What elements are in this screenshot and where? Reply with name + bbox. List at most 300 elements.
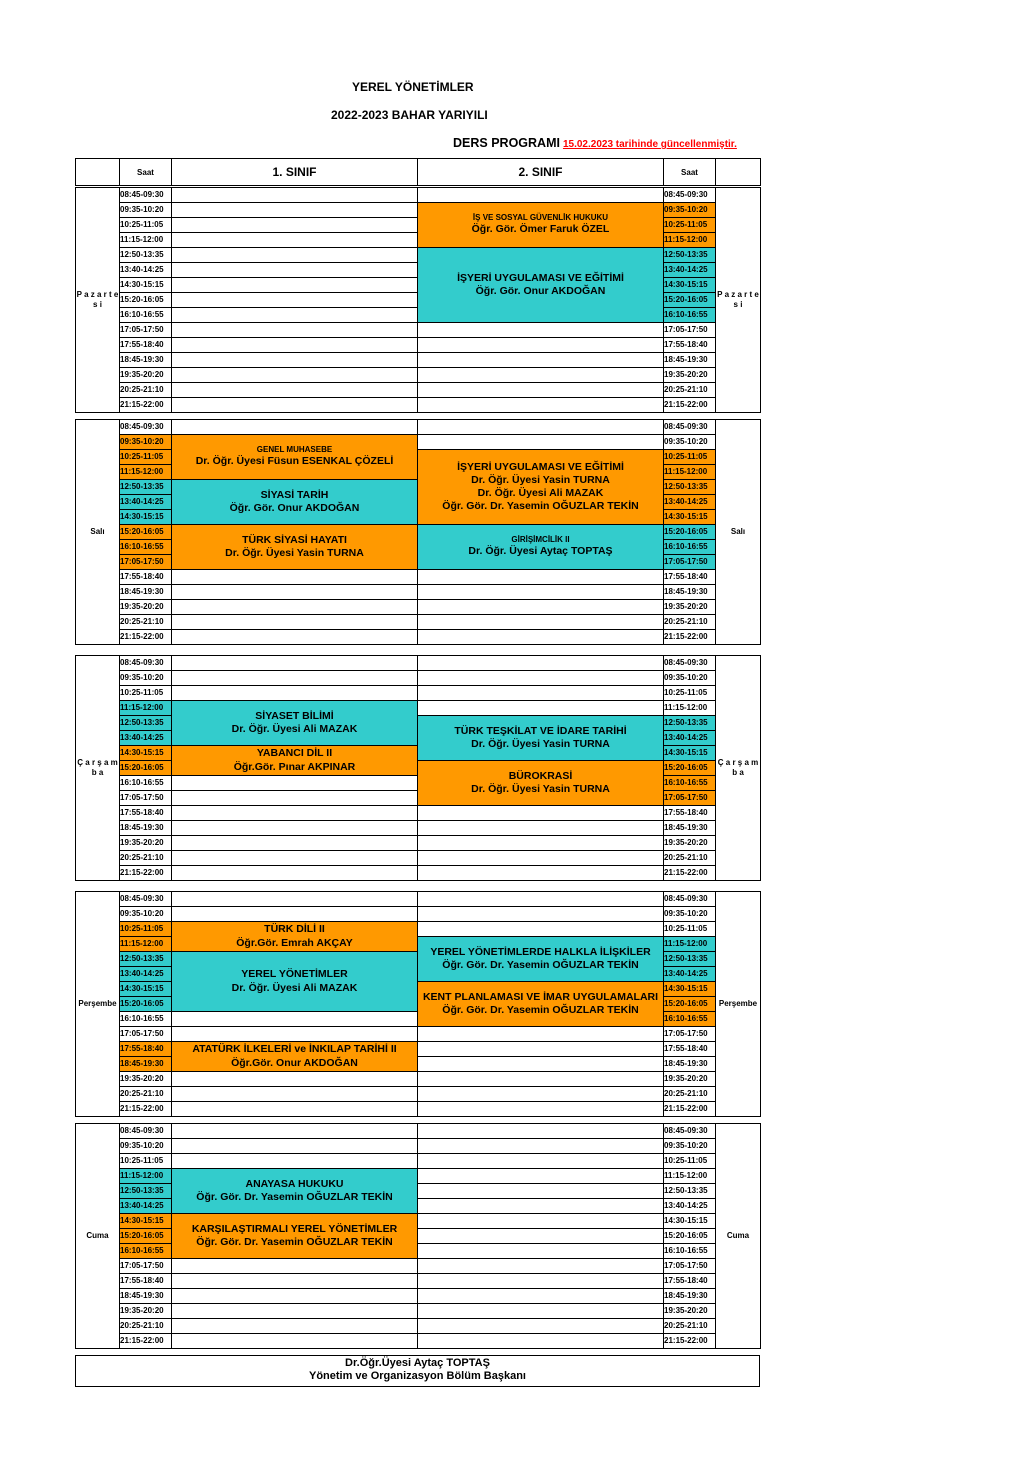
time-slot: 13:40-14:25 [120, 967, 172, 982]
empty-cell [418, 398, 664, 413]
table-row [76, 420, 761, 435]
time-slot: 18:45-19:30 [120, 821, 172, 836]
empty-cell [172, 1012, 418, 1027]
table-row [76, 671, 761, 686]
time-slot: 08:45-09:30 [120, 1124, 172, 1139]
empty-cell [418, 353, 664, 368]
day-label-left: Perşembe [76, 892, 120, 1117]
header-class-2: 2. SINIF [418, 159, 664, 186]
time-slot: 15:20-16:05 [664, 761, 716, 776]
time-slot: 17:05-17:50 [120, 791, 172, 806]
time-slot: 16:10-16:55 [120, 1012, 172, 1027]
course-block[interactable] [172, 1214, 418, 1259]
time-slot: 08:45-09:30 [120, 892, 172, 907]
empty-cell [418, 1199, 664, 1214]
table-row [76, 1289, 761, 1304]
time-slot: 21:15-22:00 [664, 630, 716, 645]
empty-cell [172, 1027, 418, 1042]
table-row [76, 1072, 761, 1087]
program-title [453, 136, 737, 150]
course-block[interactable] [418, 525, 664, 570]
time-slot: 15:20-16:05 [120, 1229, 172, 1244]
table-row [76, 398, 761, 413]
signature-block [75, 1355, 760, 1387]
course-instructor: Dr. Öğr. Üyesi Füsun ESENKAL ÇÖZELİ [195, 455, 394, 468]
time-slot: 15:20-16:05 [120, 525, 172, 540]
time-slot: 11:15-12:00 [120, 1169, 172, 1184]
course-block[interactable] [172, 746, 418, 776]
time-slot: 15:20-16:05 [664, 293, 716, 308]
empty-cell [172, 248, 418, 263]
table-row [76, 1274, 761, 1289]
day-label-right: Salı [716, 420, 761, 645]
time-slot: 18:45-19:30 [120, 585, 172, 600]
time-slot: 16:10-16:55 [120, 1244, 172, 1259]
time-slot: 12:50-13:35 [120, 716, 172, 731]
time-slot: 12:50-13:35 [664, 480, 716, 495]
course-block[interactable] [418, 761, 664, 806]
time-slot: 16:10-16:55 [664, 540, 716, 555]
empty-cell [418, 922, 664, 937]
empty-cell [172, 686, 418, 701]
time-slot: 19:35-20:20 [664, 600, 716, 615]
time-slot: 18:45-19:30 [664, 1289, 716, 1304]
course-title: GENEL MUHASEBE [256, 445, 333, 455]
course-block[interactable] [418, 716, 664, 761]
empty-cell [418, 686, 664, 701]
course-title: YABANCI DİL II [256, 747, 333, 760]
empty-cell [172, 585, 418, 600]
time-slot: 08:45-09:30 [120, 420, 172, 435]
time-slot: 12:50-13:35 [120, 480, 172, 495]
time-slot: 20:25-21:10 [120, 383, 172, 398]
course-title: ATATÜRK İLKELERİ ve İNKILAP TARİHİ II [192, 1043, 397, 1056]
empty-cell [172, 1102, 418, 1117]
table-row [76, 1139, 761, 1154]
course-instructor: Dr. Öğr. Üyesi Yasin TURNA [225, 547, 364, 559]
empty-cell [172, 821, 418, 836]
time-slot: 11:15-12:00 [120, 465, 172, 480]
empty-cell [418, 851, 664, 866]
time-slot: 15:20-16:05 [120, 293, 172, 308]
empty-cell [172, 776, 418, 791]
table-row [76, 585, 761, 600]
time-slot: 11:15-12:00 [664, 937, 716, 952]
time-slot: 21:15-22:00 [120, 398, 172, 413]
course-instructor: Öğr.Gör. Pınar AKPINAR [233, 760, 356, 773]
course-instructor: Öğr. Gör. Dr. Yasemin OĞUZLAR TEKİN [442, 1004, 639, 1016]
header-day-left [76, 159, 120, 186]
time-slot: 19:35-20:20 [120, 368, 172, 383]
time-slot: 13:40-14:25 [120, 1199, 172, 1214]
time-slot: 11:15-12:00 [664, 465, 716, 480]
header-class-1: 1. SINIF [172, 159, 418, 186]
time-slot: 14:30-15:15 [120, 982, 172, 997]
empty-cell [172, 630, 418, 645]
course-instructor: Dr. Öğr. Üyesi Ali MAZAK [231, 981, 358, 994]
empty-cell [418, 1229, 664, 1244]
table-row [76, 701, 761, 716]
course-title: BÜROKRASİ [508, 769, 573, 782]
empty-cell [172, 398, 418, 413]
empty-cell [172, 420, 418, 435]
time-slot: 17:05-17:50 [120, 1259, 172, 1274]
course-title: KARŞILAŞTIRMALI YEREL YÖNETİMLER [191, 1222, 398, 1235]
course-title: İŞ VE SOSYAL GÜVENLİK HUKUKU [472, 213, 609, 223]
table-row [76, 615, 761, 630]
time-slot: 18:45-19:30 [664, 585, 716, 600]
time-slot: 10:25-11:05 [120, 922, 172, 937]
course-title: GİRİŞİMCİLİK II [511, 535, 570, 545]
day-label-left: Salı [76, 420, 120, 645]
day-label-left: Ç a r ş a m b a [76, 656, 120, 881]
time-slot: 15:20-16:05 [120, 997, 172, 1012]
time-slot: 09:35-10:20 [120, 203, 172, 218]
empty-cell [418, 1042, 664, 1057]
time-slot: 17:55-18:40 [664, 1274, 716, 1289]
course-title: SİYASET BİLİMİ [255, 709, 334, 722]
empty-cell [418, 1214, 664, 1229]
time-slot: 15:20-16:05 [664, 525, 716, 540]
course-block[interactable] [418, 203, 664, 248]
course-title: İŞYERİ UYGULAMASI VE EĞİTİMİ [457, 460, 624, 473]
empty-cell [172, 1259, 418, 1274]
time-slot: 18:45-19:30 [120, 1289, 172, 1304]
empty-cell [418, 1139, 664, 1154]
empty-cell [418, 1334, 664, 1349]
time-slot: 16:10-16:55 [664, 1012, 716, 1027]
time-slot: 16:10-16:55 [120, 308, 172, 323]
table-row [76, 368, 761, 383]
time-slot: 17:05-17:50 [664, 791, 716, 806]
course-instructor: Öğr.Gör. Onur AKDOĞAN [231, 1056, 358, 1069]
time-slot: 16:10-16:55 [664, 308, 716, 323]
empty-cell [418, 1304, 664, 1319]
table-row [76, 922, 761, 937]
time-slot: 19:35-20:20 [664, 836, 716, 851]
course-block[interactable] [418, 248, 664, 323]
time-slot: 13:40-14:25 [664, 263, 716, 278]
empty-cell [418, 383, 664, 398]
empty-cell [418, 1319, 664, 1334]
empty-cell [418, 1027, 664, 1042]
day-table-3 [75, 891, 761, 1117]
empty-cell [172, 866, 418, 881]
empty-cell [418, 420, 664, 435]
table-row [76, 851, 761, 866]
time-slot: 21:15-22:00 [664, 1102, 716, 1117]
table-row [76, 353, 761, 368]
course-title: İŞYERİ UYGULAMASI VE EĞİTİMİ [457, 271, 624, 284]
time-slot: 13:40-14:25 [664, 495, 716, 510]
time-slot: 12:50-13:35 [664, 248, 716, 263]
time-slot: 21:15-22:00 [120, 630, 172, 645]
course-instructor: Öğr. Gör. Ömer Faruk ÖZEL [471, 223, 610, 236]
course-block[interactable] [172, 1042, 418, 1072]
empty-cell [172, 600, 418, 615]
time-slot: 09:35-10:20 [664, 435, 716, 450]
empty-cell [418, 323, 664, 338]
time-slot: 08:45-09:30 [664, 420, 716, 435]
time-slot: 10:25-11:05 [120, 218, 172, 233]
day-table-0 [75, 187, 761, 413]
empty-cell [172, 1319, 418, 1334]
empty-cell [418, 1072, 664, 1087]
table-row [76, 323, 761, 338]
empty-cell [418, 892, 664, 907]
time-slot: 09:35-10:20 [664, 203, 716, 218]
time-slot: 14:30-15:15 [664, 1214, 716, 1229]
empty-cell [172, 1087, 418, 1102]
time-slot: 20:25-21:10 [664, 1319, 716, 1334]
empty-cell [418, 435, 664, 450]
empty-cell [418, 1244, 664, 1259]
time-slot: 19:35-20:20 [664, 1304, 716, 1319]
course-instructor: Öğr. Gör. Onur AKDOĞAN [475, 285, 606, 297]
time-slot: 17:55-18:40 [664, 570, 716, 585]
table-row [76, 248, 761, 263]
table-row [76, 383, 761, 398]
empty-cell [172, 368, 418, 383]
time-slot: 08:45-09:30 [664, 892, 716, 907]
time-slot: 10:25-11:05 [120, 1154, 172, 1169]
time-slot: 11:15-12:00 [120, 233, 172, 248]
empty-cell [418, 701, 664, 716]
course-instructor: Öğr. Gör. Dr. Yasemin OĞUZLAR TEKİN [442, 959, 639, 971]
time-slot: 10:25-11:05 [120, 450, 172, 465]
time-slot: 12:50-13:35 [120, 248, 172, 263]
empty-cell [172, 383, 418, 398]
time-slot: 20:25-21:10 [664, 851, 716, 866]
time-slot: 21:15-22:00 [120, 1334, 172, 1349]
time-slot: 12:50-13:35 [664, 952, 716, 967]
time-slot: 08:45-09:30 [664, 188, 716, 203]
empty-cell [172, 203, 418, 218]
time-slot: 11:15-12:00 [120, 701, 172, 716]
time-slot: 10:25-11:05 [664, 686, 716, 701]
time-slot: 14:30-15:15 [120, 278, 172, 293]
time-slot: 13:40-14:25 [664, 731, 716, 746]
empty-cell [172, 851, 418, 866]
table-row [76, 1259, 761, 1274]
time-slot: 14:30-15:15 [664, 278, 716, 293]
table-row [76, 1027, 761, 1042]
time-slot: 17:55-18:40 [120, 338, 172, 353]
course-instructor: Dr. Öğr. Üyesi Yasin TURNA [471, 783, 610, 795]
course-instructor: Öğr. Gör. Onur AKDOĞAN [229, 502, 360, 514]
time-slot: 17:55-18:40 [664, 1042, 716, 1057]
empty-cell [172, 836, 418, 851]
empty-cell [418, 836, 664, 851]
table-row [76, 630, 761, 645]
time-slot: 10:25-11:05 [664, 218, 716, 233]
time-slot: 18:45-19:30 [120, 1057, 172, 1072]
time-slot: 09:35-10:20 [120, 907, 172, 922]
empty-cell [418, 188, 664, 203]
table-row [76, 435, 761, 450]
time-slot: 13:40-14:25 [120, 731, 172, 746]
time-slot: 17:05-17:50 [120, 1027, 172, 1042]
table-row [76, 1304, 761, 1319]
time-slot: 17:55-18:40 [664, 806, 716, 821]
day-label-left: Cuma [76, 1124, 120, 1349]
table-row [76, 1087, 761, 1102]
empty-cell [418, 1259, 664, 1274]
table-row [76, 1334, 761, 1349]
time-slot: 12:50-13:35 [120, 1184, 172, 1199]
empty-cell [418, 585, 664, 600]
time-slot: 20:25-21:10 [120, 615, 172, 630]
table-row [76, 1102, 761, 1117]
empty-cell [418, 630, 664, 645]
course-title: TÜRK TEŞKİLAT VE İDARE TARİHİ [454, 724, 627, 737]
table-row [76, 188, 761, 203]
empty-cell [418, 656, 664, 671]
time-slot: 20:25-21:10 [120, 1319, 172, 1334]
time-slot: 21:15-22:00 [120, 1102, 172, 1117]
empty-cell [172, 1334, 418, 1349]
empty-cell [418, 1124, 664, 1139]
time-slot: 16:10-16:55 [120, 776, 172, 791]
time-slot: 09:35-10:20 [664, 907, 716, 922]
table-row [76, 892, 761, 907]
course-title: TÜRK DİLİ II [264, 923, 325, 936]
page-title: YEREL YÖNETİMLER [352, 80, 474, 94]
table-row [76, 1124, 761, 1139]
time-slot: 14:30-15:15 [664, 746, 716, 761]
time-slot: 11:15-12:00 [664, 1169, 716, 1184]
empty-cell [418, 600, 664, 615]
day-label-right: Cuma [716, 1124, 761, 1349]
time-slot: 20:25-21:10 [664, 615, 716, 630]
update-note: 15.02.2023 tarihinde güncellenmiştir. [562, 139, 737, 150]
time-slot: 17:55-18:40 [120, 806, 172, 821]
empty-cell [418, 570, 664, 585]
table-row [76, 338, 761, 353]
table-row [76, 203, 761, 218]
course-title: YEREL YÖNETİMLERDE HALKLA İLİŞKİLER [430, 945, 651, 958]
table-row [76, 1319, 761, 1334]
empty-cell [172, 338, 418, 353]
time-slot: 20:25-21:10 [120, 851, 172, 866]
time-slot: 13:40-14:25 [664, 967, 716, 982]
course-instructor: Dr. Öğr. Üyesi Aytaç TOPTAŞ [468, 545, 613, 558]
time-slot: 21:15-22:00 [664, 1334, 716, 1349]
empty-cell [418, 671, 664, 686]
day-table-1 [75, 419, 761, 645]
course-block[interactable] [172, 435, 418, 480]
time-slot: 16:10-16:55 [664, 1244, 716, 1259]
time-slot: 09:35-10:20 [120, 1139, 172, 1154]
empty-cell [172, 892, 418, 907]
empty-cell [172, 323, 418, 338]
empty-cell [172, 1274, 418, 1289]
course-block[interactable] [418, 937, 664, 982]
day-label-right: Ç a r ş a m b a [716, 656, 761, 881]
time-slot: 17:05-17:50 [664, 323, 716, 338]
time-slot: 13:40-14:25 [664, 1199, 716, 1214]
time-slot: 18:45-19:30 [664, 353, 716, 368]
empty-cell [172, 1304, 418, 1319]
time-slot: 10:25-11:05 [664, 1154, 716, 1169]
table-row [76, 686, 761, 701]
empty-cell [418, 1087, 664, 1102]
empty-cell [172, 1072, 418, 1087]
time-slot: 14:30-15:15 [664, 982, 716, 997]
course-block[interactable] [418, 982, 664, 1027]
time-slot: 08:45-09:30 [120, 656, 172, 671]
time-slot: 10:25-11:05 [664, 450, 716, 465]
empty-cell [172, 1139, 418, 1154]
empty-cell [172, 671, 418, 686]
time-slot: 09:35-10:20 [664, 671, 716, 686]
empty-cell [418, 907, 664, 922]
time-slot: 19:35-20:20 [120, 836, 172, 851]
time-slot: 17:55-18:40 [120, 1042, 172, 1057]
day-table-2 [75, 655, 761, 881]
time-slot: 12:50-13:35 [120, 952, 172, 967]
course-title: TÜRK SİYASİ HAYATI [242, 533, 347, 546]
table-row [76, 1214, 761, 1229]
time-slot: 10:25-11:05 [120, 686, 172, 701]
table-row [76, 806, 761, 821]
time-slot: 14:30-15:15 [664, 510, 716, 525]
course-block[interactable] [172, 1169, 418, 1214]
course-instructor: Öğr.Gör. Emrah AKÇAY [236, 936, 353, 949]
empty-cell [418, 338, 664, 353]
time-slot: 14:30-15:15 [120, 746, 172, 761]
time-slot: 12:50-13:35 [664, 1184, 716, 1199]
time-slot: 19:35-20:20 [120, 1072, 172, 1087]
time-slot: 16:10-16:55 [664, 776, 716, 791]
time-slot: 08:45-09:30 [120, 188, 172, 203]
course-instructor: Öğr. Gör. Dr. Yasemin OĞUZLAR TEKİN [196, 1191, 393, 1203]
empty-cell [418, 1274, 664, 1289]
empty-cell [172, 233, 418, 248]
empty-cell [172, 1289, 418, 1304]
empty-cell [418, 821, 664, 836]
course-block[interactable] [418, 450, 664, 525]
header-saat-left: Saat [120, 159, 172, 186]
course-block[interactable] [172, 480, 418, 525]
course-block[interactable] [172, 525, 418, 570]
day-table-4 [75, 1123, 761, 1349]
course-title: YEREL YÖNETİMLER [241, 968, 348, 981]
day-label-right: P a z a r t e s i [716, 188, 761, 413]
time-slot: 19:35-20:20 [120, 600, 172, 615]
time-slot: 18:45-19:30 [120, 353, 172, 368]
empty-cell [172, 353, 418, 368]
time-slot: 10:25-11:05 [664, 922, 716, 937]
course-block[interactable] [172, 922, 418, 952]
time-slot: 19:35-20:20 [120, 1304, 172, 1319]
course-block[interactable] [172, 701, 418, 746]
time-slot: 18:45-19:30 [664, 821, 716, 836]
table-row [76, 1154, 761, 1169]
time-slot: 08:45-09:30 [664, 1124, 716, 1139]
table-row [76, 836, 761, 851]
course-title: SİYASİ TARİH [260, 488, 329, 501]
empty-cell [418, 1289, 664, 1304]
course-block[interactable] [172, 952, 418, 1012]
header-day-right [716, 159, 761, 186]
time-slot: 19:35-20:20 [664, 1072, 716, 1087]
empty-cell [418, 806, 664, 821]
time-slot: 17:05-17:50 [120, 323, 172, 338]
empty-cell [418, 368, 664, 383]
time-slot: 09:35-10:20 [664, 1139, 716, 1154]
time-slot: 16:10-16:55 [120, 540, 172, 555]
